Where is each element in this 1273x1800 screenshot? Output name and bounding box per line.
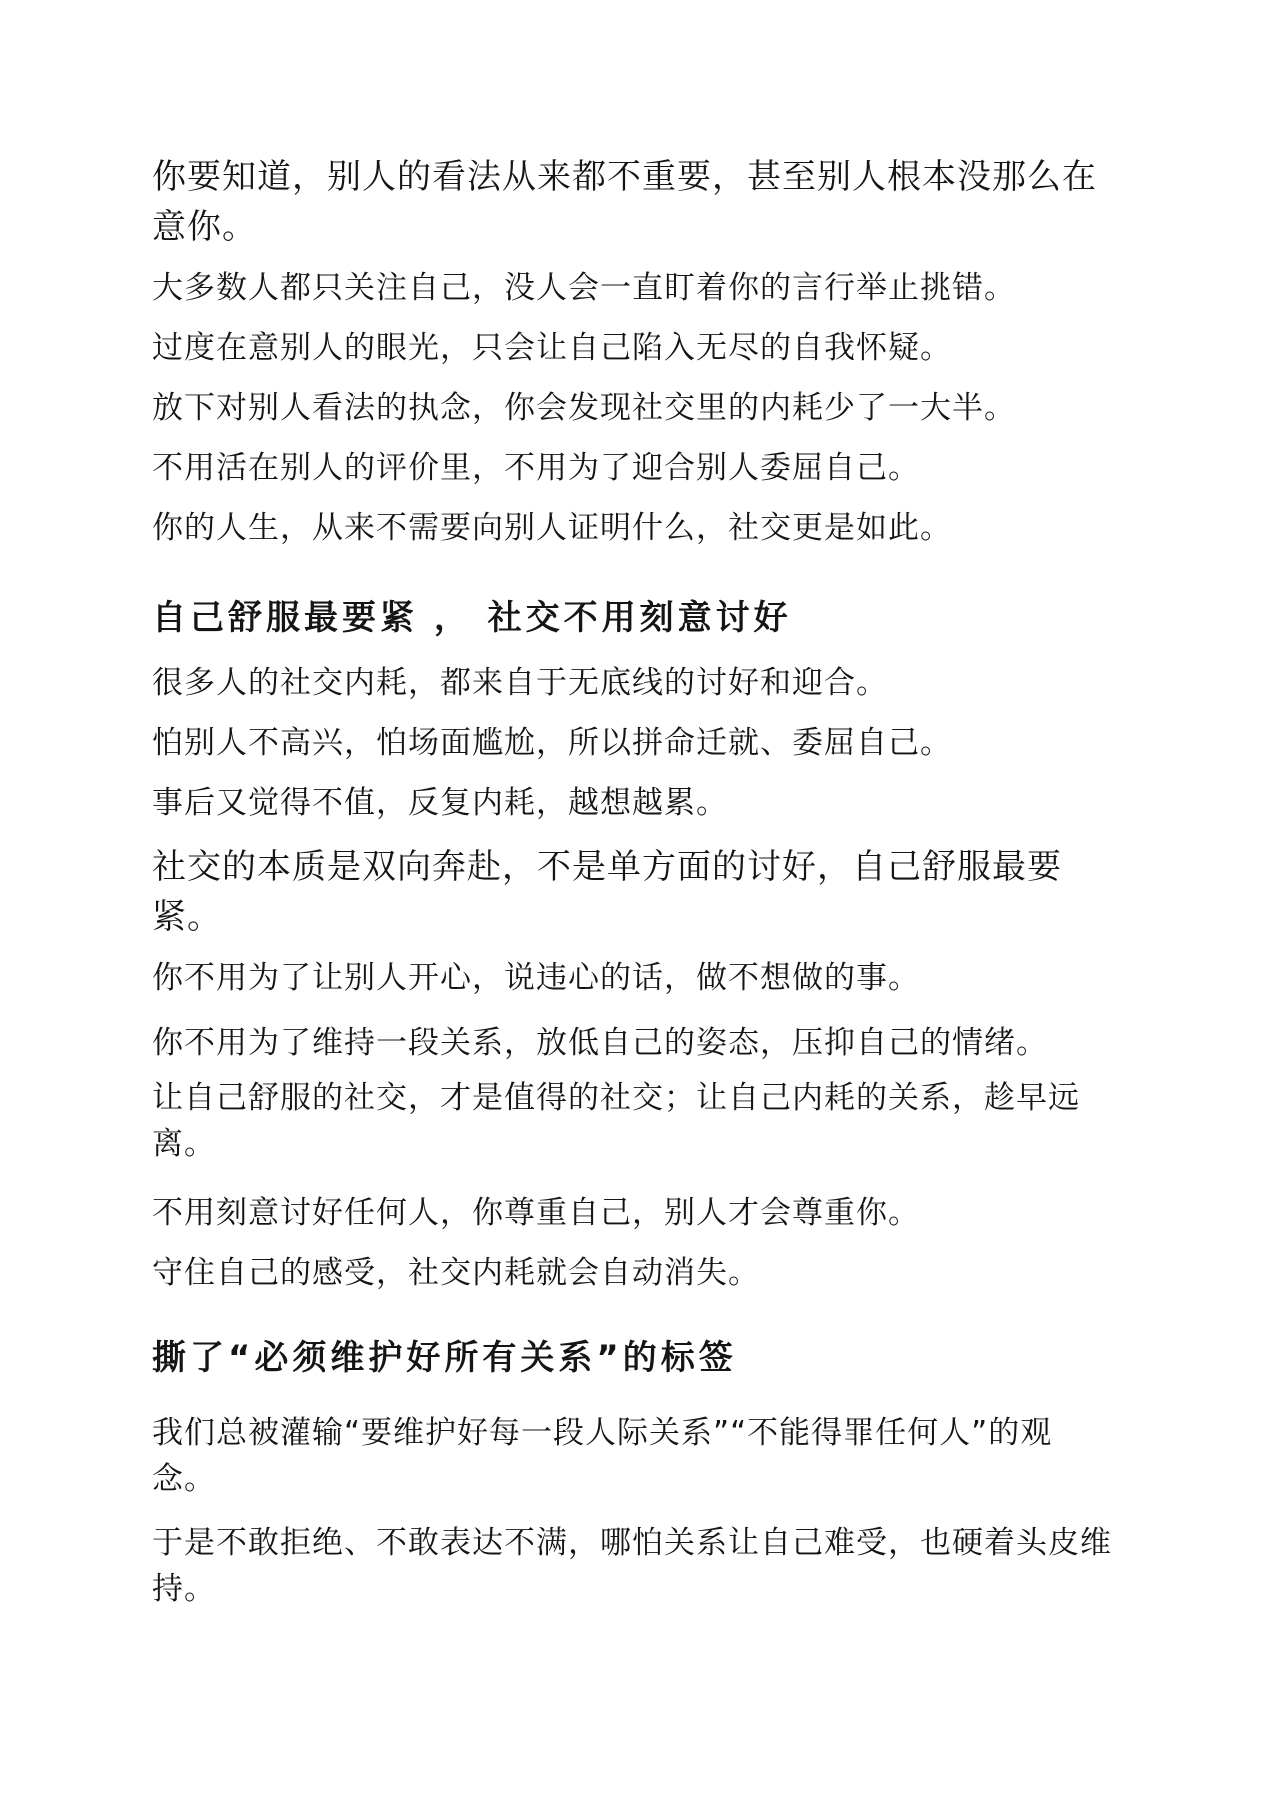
paragraph: 你不用为了维持一段关系，放低自己的姿态，压抑自己的情绪。: [152, 1025, 1048, 1061]
paragraph: 怕别人不高兴，怕场面尴尬，所以拼命迁就、委屈自己。: [152, 725, 952, 761]
paragraph: 让自己舒服的社交，才是值得的社交；让自己内耗的关系，趁早远离。: [152, 1080, 1080, 1162]
paragraph: 你不用为了让别人开心，说违心的话，做不想做的事。: [152, 960, 920, 996]
paragraph: 于是不敢拒绝、不敢表达不满，哪怕关系让自己难受，也硬着头皮维持。: [152, 1525, 1112, 1607]
paragraph: 守住自己的感受，社交内耗就会自动消失。: [152, 1255, 760, 1291]
paragraph: 我们总被灌输“要维护好每一段人际关系”“不能得罪任何人”的观念。: [152, 1415, 1053, 1497]
paragraph: 事后又觉得不值，反复内耗，越想越累。: [152, 785, 728, 821]
paragraph: 社交的本质是双向奔赴，不是单方面的讨好，自己舒服最要紧。: [152, 847, 1062, 937]
section-heading: 撕了“必须维护好所有关系”的标签: [152, 1338, 737, 1378]
paragraph: 不用刻意讨好任何人，你尊重自己，别人才会尊重你。: [152, 1195, 920, 1231]
paragraph: 你要知道，别人的看法从来都不重要，甚至别人根本没那么在意你。: [152, 157, 1097, 247]
paragraph: 大多数人都只关注自己，没人会一直盯着你的言行举止挑错。: [152, 270, 1016, 306]
paragraph: 不用活在别人的评价里，不用为了迎合别人委屈自己。: [152, 450, 920, 486]
paragraph: 过度在意别人的眼光，只会让自己陷入无尽的自我怀疑。: [152, 330, 952, 366]
section-heading: 自己舒服最要紧 ， 社交不用刻意讨好: [152, 598, 792, 638]
paragraph: 你的人生，从来不需要向别人证明什么，社交更是如此。: [152, 510, 952, 546]
paragraph: 很多人的社交内耗，都来自于无底线的讨好和迎合。: [152, 665, 888, 701]
paragraph: 放下对别人看法的执念，你会发现社交里的内耗少了一大半。: [152, 390, 1016, 426]
